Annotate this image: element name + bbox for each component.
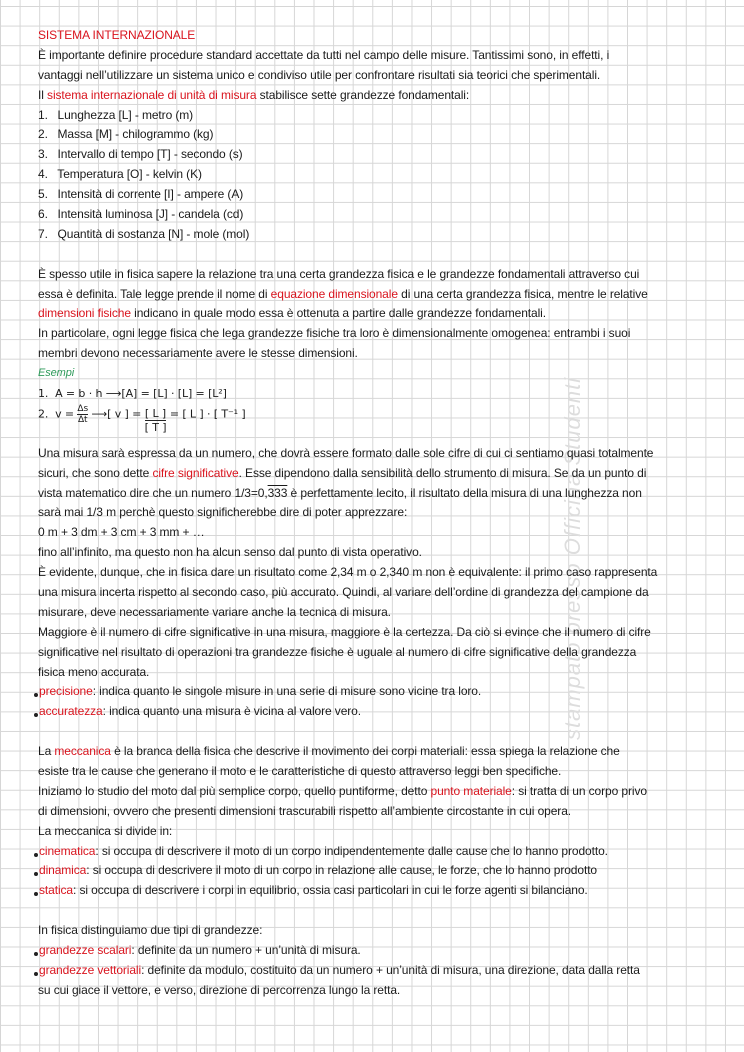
text-line: In fisica distinguiamo due tipi di grandezze: <box>38 923 263 938</box>
list-item: 4. Temperatura [O] - kelvin (K) <box>38 167 202 182</box>
text-line: membri devono necessariamente avere le stesse dimensioni. <box>38 346 358 361</box>
text-line: sarà mai 1/3 m perchè questo significherebbe dire di poter apprezzare: <box>38 505 408 520</box>
text-line: È evidente, dunque, che in fisica dare un risultato come 2,34 m o 2,340 m non è equivalente: il primo caso rappresenta <box>38 565 658 580</box>
text-line: su cui giace il vettore, e verso, direzione di percorrenza lungo la retta. <box>38 982 401 997</box>
list-item: 5. Intensità di corrente [I] - ampere (A) <box>38 187 244 202</box>
list-item: 6. Intensità luminosa [J] - candela (cd) <box>38 207 244 222</box>
text-line: In particolare, ogni legge fisica che lega grandezze fisiche tra loro è dimensionalmente omogenea: entrambi i suoi <box>38 326 631 341</box>
bullet-item: statica: si occupa di descrivere i corpi in equilibrio, ossia casi particolari in cui le forze agenti si bilanciano. <box>38 881 738 901</box>
bullet-icon <box>34 713 38 717</box>
text-line: È spesso utile in fisica sapere la relazione tra una certa grandezza fisica e le grandezze fondamentali attraverso cui <box>38 266 640 281</box>
bullet-item: accuratezza: indica quanto una misura è vicina al valore vero. <box>38 702 738 722</box>
text-line: dimensioni fisiche indicano in quale modo essa è ottenuta a partire dalle grandezze fondamentali. <box>38 306 546 321</box>
list-item: 3. Intervallo di tempo [T] - secondo (s) <box>38 147 243 162</box>
text-line: significative nel risultato di operazioni tra grandezze fisiche è uguale al numero di cifre significative della grandezza <box>38 644 637 659</box>
text-line: esiste tra le cause che generano il moto e le caratteristiche di questo attraverso leggi ben specifiche. <box>38 763 562 778</box>
bullet-icon <box>34 952 38 956</box>
bullet-icon <box>34 872 38 876</box>
bullet-icon <box>34 693 38 697</box>
text-line: essa è definita. Tale legge prende il nome di equazione dimensionale di una certa grandezza fisica, mentre le relative <box>38 286 648 301</box>
bullet-item: cinematica: si occupa di descrivere il moto di un corpo indipendentemente dalle cause che lo hanno prodotto. <box>38 842 738 862</box>
bullet-item: grandezze vettoriali: definite da modulo, costituito da un numero + un’unità di misura, una direzione, data dalla retta <box>38 961 738 981</box>
bullet-item: precisione: indica quanto le singole misure in una serie di misure sono vicine tra loro. <box>38 682 738 702</box>
list-item: 1. Lunghezza [L] - metro (m) <box>38 107 194 122</box>
watermark: stampato presso Officina Studenti <box>560 376 585 740</box>
text-line: Una misura sarà espressa da un numero, che dovrà essere formato dalle sole cifre di cui ci sentiamo quasi totalmente <box>38 445 654 460</box>
text-line: sicuri, che sono dette cifre significative. Esse dipendono dalla sensibilità dello strumento di misura. Se da un punto di <box>38 465 647 480</box>
examples-label: Esempi <box>38 367 75 380</box>
text-line: vista matematico dire che un numero 1/3=0,333 è perfettamente lecito, il risultato della misura di una lunghezza non <box>38 485 642 500</box>
units-list <box>38 106 738 245</box>
text-line: Il sistema internazionale di unità di misura stabilisce sette grandezze fondamentali: <box>38 87 470 102</box>
bullet-icon <box>34 892 38 896</box>
text-line: di dimensioni, ovvero che presenti dimensioni trascurabili rispetto all’ambiente circostante in cui opera. <box>38 803 572 818</box>
text-line: La meccanica è la branca della fisica che descrive il movimento dei corpi materiali: essa spiega la relazione che <box>38 744 620 759</box>
bullet-icon <box>34 972 38 976</box>
bullet-item: grandezze scalari: definite da un numero + un’unità di misura. <box>38 941 738 961</box>
text-line: fino all’infinito, ma questo non ha alcun senso dal punto di vista operativo. <box>38 545 422 560</box>
document-page <box>38 26 738 1001</box>
text-line: È importante definire procedure standard accettate da tutti nel campo delle misure. Tantissimi sono, in effetti, i <box>38 47 610 62</box>
list-item: 7. Quantità di sostanza [N] - mole (mol) <box>38 226 250 241</box>
text-line: La meccanica si divide in: <box>38 823 173 838</box>
bullet-item: dinamica: si occupa di descrivere il moto di un corpo in relazione alle cause, le forze, che lo hanno prodotto <box>38 861 738 881</box>
list-item: 2. Massa [M] - chilogrammo (kg) <box>38 127 214 142</box>
text-line: vantaggi nell’utilizzare un sistema unico e condiviso utile per confrontare risultati sia teorici che sperimentali. <box>38 67 601 82</box>
bullet-icon <box>34 853 38 857</box>
text-line: fisica meno accurata. <box>38 664 150 679</box>
example-1: 1. A = b · h ⟶[A] = [L] · [L] = [L²] <box>38 387 227 401</box>
example-2: 2. v = $\frac{\Delta s}{\Delta t}$ ⟶[ v ] = $\frac{[ L ]}{[ T ]}$ = [ L ] · [ T⁻¹ ] <box>38 403 246 434</box>
text-line: Maggiore è il numero di cifre significative in una misura, maggiore è la certezza. Da ciò si evince che il numero di cifre <box>38 624 651 639</box>
text-line: misurare, deve necessariamente variare anche la tecnica di misura. <box>38 604 391 619</box>
section-title: SISTEMA INTERNAZIONALE <box>38 28 196 42</box>
text-line: una misura incerta rispetto al secondo caso, più accurato. Quindi, al variare dell’ordine di grandezza del campione da <box>38 584 649 599</box>
text-line: 0 m + 3 dm + 3 cm + 3 mm + … <box>38 525 205 540</box>
text-line: Iniziamo lo studio del moto dal più semplice corpo, quello puntiforme, detto punto materiale: si tratta di un corpo privo <box>38 783 647 798</box>
